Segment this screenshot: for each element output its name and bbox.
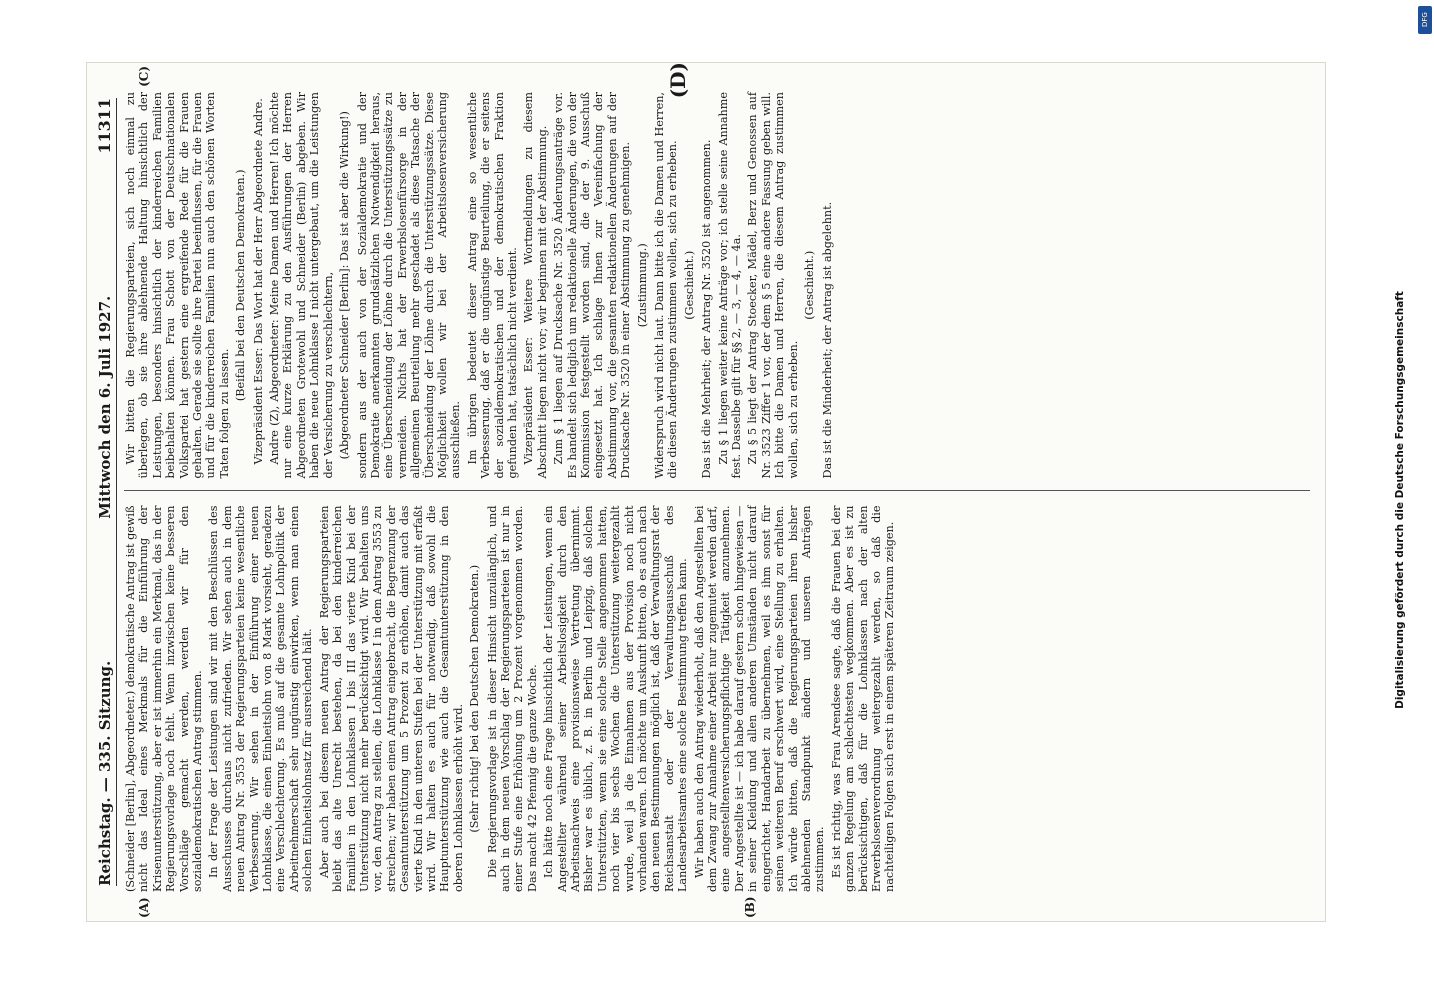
margin-marker-a: (A) bbox=[137, 897, 151, 918]
margin-marker-b: (B) bbox=[743, 896, 757, 918]
paragraph: (Schneider [Berlin], Abgeordneter.) demokratische Antrag ist gewiß nicht das Ideal eines Merkmals für die Einführung der Krisenunterstützung, aber er ist immerhin ein Merkmal, das in der Regierungsvorlage noch fehlt. Wenn inzwischen keine besseren Vorschläge gemacht werden, werden wir für den sozialdemokratischen Antrag stimmen. bbox=[124, 505, 205, 892]
paragraph: Vizepräsident Esser: Das Wort hat der Herr Abgeordnete Andre. bbox=[251, 98, 265, 465]
header-date: Mittwoch den 6. Juli 1927. bbox=[96, 295, 114, 519]
paragraph: Zum § 1 liegen auf Drucksache Nr. 3520 Änderungsanträge vor. Es handelt sich lediglich um redaktionelle Änderungen, die von der Kommission festgestellt worden sind, die der 9. Ausschuß eingesetzt hat. Ich schlage Ihnen zur Vereinfachung der Abstimmung vor, die gesamten redaktionellen Änderungen auf der Drucksache Nr. 3520 in einer Abstimmung zu genehmigen. bbox=[552, 92, 633, 479]
paragraph: Widerspruch wird nicht laut. Dann bitte ich die Damen und Herren, die diesen Änderungen zustimmen wollen, sich zu erheben. bbox=[653, 92, 680, 479]
margin-marker-c: (C) bbox=[137, 66, 151, 87]
interjection: (Sehr richtig! bei den Deutschen Demokraten.) bbox=[468, 564, 482, 833]
text-columns bbox=[124, 62, 1310, 918]
paragraph: Das ist die Mehrheit; der Antrag Nr. 3520 ist angenommen. bbox=[700, 139, 714, 479]
paragraph: Im übrigen bedeutet dieser Antrag eine so wesentliche Verbesserung, daß er die ungünstige Beurteilung, die er seitens der sozialdemokratischen und der demokratischen Fraktion gefunden hat, tatsächlich nicht verdient. bbox=[465, 92, 519, 479]
header-left-title: Reichstag. — 335. Sitzung. bbox=[96, 660, 114, 886]
credit-text: Digitalisierung gefördert durch die Deutsche Forschungsgemeinschaft bbox=[1394, 291, 1406, 709]
paragraph: Aber auch bei diesem neuen Antrag der Regierungsparteien bleibt das alte Unrecht bestehen, da bei den kinderreichen Familien in den Lohnklassen I bis III das vierte Kind bei der Unterstützung nicht mehr berücksichtigt wird. Wir behalten uns vor, den Antrag zu stellen, die Lohnklasse I in dem Antrag 3553 zu streichen; wir haben einen Antrag eingebracht, die Begrenzung der Gesamtunterstützung um 5 Prozent zu erhöhen, damit auch das vierte Kind in den unteren Stufen bei der Unterstützung mit erfaßt wird. Wir halten es auch für notwendig, daß sowohl die Hauptunterstützung wie auch die Gesamtunterstützung in den oberen Lohnklassen erhöht wird. bbox=[317, 505, 465, 892]
rotated-page-content bbox=[86, 62, 1326, 922]
interjection: (Geschieht.) bbox=[803, 250, 817, 320]
page-number: 11311 bbox=[95, 98, 114, 154]
paragraph: Es ist richtig, was Frau Arendsee sagte, daß die Frauen bei der ganzen Regelung am schlechtesten wegkommen. Aber es ist zu berücksichtigen, daß für die Lohnklassen nach der alten Erwerbslosenverordnung weitergezahlt werden, so daß die nachteiligen Folgen sich erst in einem späteren Zeitraum zeigen. bbox=[829, 505, 897, 892]
paragraph: sondern aus der auch von der Sozialdemokratie und der Demokratie anerkannten grundsätzlichen Notwendigkeit heraus, eine Überschneidung der Löhne durch die Unterstützungssätze zu vermeiden. Nichts hat der Erwerbslosenfürsorge in der allgemeinen Beurteilung mehr geschadet als diese Tatsache der Überschneidung der Löhne durch die Unterstützungssätze. Diese Möglichkeit wollen wir bei der Arbeitslosenversicherung ausschließen. bbox=[355, 92, 463, 479]
paragraph: Die Regierungsvorlage ist in dieser Hinsicht unzulänglich, und auch in dem neuen Vorschlag der Regierungsparteien ist nur in einer Stufe eine Erhöhung um 2 Prozent vorgenommen worden. Das macht 42 Pfennig die ganze Woche. bbox=[485, 505, 539, 892]
paragraph: Zu § 5 liegt der Antrag Stoecker, Mädel, Berz und Genossen auf Nr. 3523 Ziffer 1 vor, der dem § 5 eine andere Fassung geben will. Ich bitte die Damen und Herren, die diesem Antrag zustimmen wollen, sich zu erheben. bbox=[746, 92, 800, 479]
paragraph: Andre (Z), Abgeordneter: Meine Damen und Herren! Ich möchte nur eine kurze Erklärung zu den Ausführungen der Herren Abgeordneten Grotewohl und Schneider (Berlin) abgeben. Wir haben die neue Lohnklasse I nicht untergebaut, um die Leistungen der Versicherung zu verschlechtern, bbox=[268, 92, 335, 479]
paragraph: Das ist die Minderheit; der Antrag ist abgelehnt. bbox=[820, 201, 834, 479]
right-column bbox=[124, 62, 1310, 492]
page-header bbox=[92, 98, 117, 886]
paragraph: Wir bitten die Regierungsparteien, sich noch einmal zu überlegen, ob sie ihre ablehnende Haltung hinsichtlich der Leistungen, besonders hinsichtlich der kinderreichen Familien beibehalten können. Frau Schott von der Deutschnationalen Volkspartei hat gestern eine ergreifende Rede für die Frauen gehalten. Gerade sie sollte ihre Partei beeinflussen, für die Frauen und für die kinderreichen Familien nun auch den schönen Worten Taten folgen zu lassen. bbox=[124, 92, 231, 479]
interjection: (Zustimmung.) bbox=[635, 243, 649, 328]
interjection: (Geschieht.) bbox=[682, 250, 696, 320]
interjection: (Abgeordneter Schneider [Berlin]: Das ist aber die Wirkung!) bbox=[338, 111, 352, 460]
paragraph: Wir haben auch den Antrag wiederholt, daß den Angestellten bei dem Zwang zur Annahme einer Arbeit nur zugemutet werden darf, eine angestelltenversicherungspflichtige Tätigkeit anzunehmen. Der Angestellte ist — ich habe darauf gestern schon hingewiesen — in seiner Kleidung und allen anderen Umständen nicht darauf eingerichtet, Handarbeit zu übernehmen, weil es ihm sonst für seinen weiteren Beruf erschwert wird, eine Stellung zu erhalten. Ich würde bitten, daß die Regierungsparteien ihren bisher ablehnenden Standpunkt ändern und unseren Anträgen zustimmen. bbox=[692, 505, 827, 892]
left-column bbox=[124, 505, 1310, 918]
digitization-credit bbox=[1380, 4, 1420, 996]
margin-marker-d: (D) bbox=[666, 62, 690, 99]
newspaper-page bbox=[86, 62, 1326, 922]
paragraph: Vizepräsident Esser: Weitere Wortmeldungen zu diesem Abschnitt liegen nicht vor; wir beginnen mit der Abstimmung. bbox=[522, 92, 549, 479]
paragraph: In der Frage der Leistungen sind wir mit den Beschlüssen des Ausschusses durchaus nicht zufrieden. Wir sehen auch in dem neuen Antrag Nr. 3553 der Regierungsparteien keine wesentliche Verbesserung. Wir sehen in der Einführung einer neuen Lohnklasse, die einen Einheitslohn von 8 Mark vorsieht, geradezu eine Verschlechterung. Es muß auf die gesamte Lohnpolitik der Arbeitnehmerschaft sehr ungünstig einwirken, wenn man einen solchen Einheitslohnsatz für ausreichend hält. bbox=[207, 505, 315, 892]
interjection: (Beifall bei den Deutschen Demokraten.) bbox=[234, 169, 248, 402]
paragraph: Zu § 1 liegen weiter keine Anträge vor; ich stelle seine Annahme fest. Dasselbe gilt für §§ 2, — 3, — 4, — 4a. bbox=[716, 92, 744, 479]
dfg-logo: DFG bbox=[1418, 6, 1432, 34]
paragraph: Ich hätte noch eine Frage hinsichtlich der Leistungen, wenn ein Angestellter während seiner Arbeitslosigkeit durch den Arbeitsnachweis eine provisionsweise Vertretung übernimmt. Bisher war es üblich, z. B. in Berlin und Leipzig, daß solchen Unterstützten, wenn sie eine solche Stelle angenommen hatten, noch vier bis sechs Wochen die Unterstützung weitergezahlt wurde, weil ja die Einnahmen aus der Provision noch nicht vorhanden waren. Ich möchte um Auskunft bitten, ob es auch nach den neuen Bestimmungen möglich ist, daß der Verwaltungsrat der Reichsanstalt oder der Verwaltungsausschuß des Landesarbeitsamtes eine solche Bestimmung treffen kann. bbox=[542, 505, 690, 892]
